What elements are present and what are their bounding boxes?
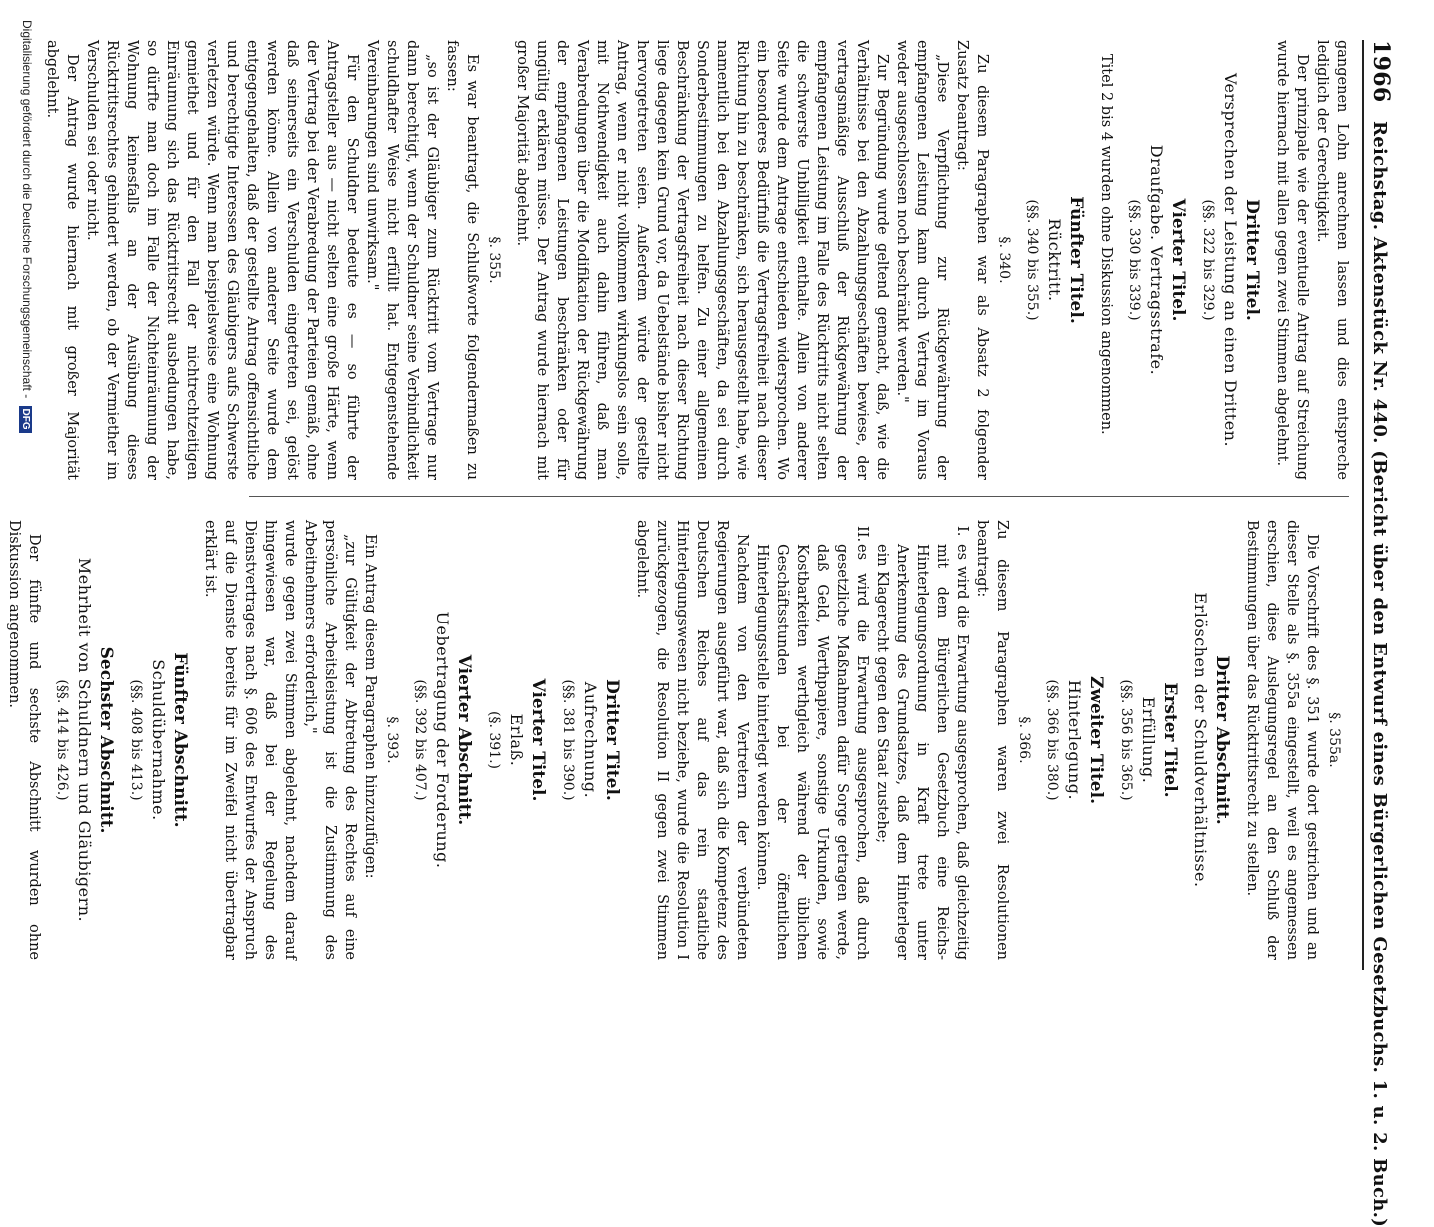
section-range: (§§. 356 bis 365.) xyxy=(1118,679,1134,801)
paragraph: wurde gegen zwei Stimmen abgelehnt, nachdem darauf hingewiesen war, daß bei der Regelung des Dienstvertrages nach §. 606 des Entwurfes der Anspruch auf die Dienste bereits für im Zweifel nicht übertragbar erklärt ist. xyxy=(202,520,298,960)
column-divider xyxy=(249,496,1349,497)
section-subtitle: Aufrechnung. xyxy=(581,681,600,799)
digitization-credit xyxy=(19,20,34,980)
paragraph: Der fünfte und sechste Abschnitt wurden ohne Diskussion angenommen. xyxy=(6,520,42,960)
section-heading: Dritter Abschnitt. xyxy=(1212,655,1232,825)
section-heading: Dritter Titel. xyxy=(602,679,622,801)
section-range: (§§. 366 bis 380.) xyxy=(1044,679,1060,801)
section-range: (§§. 322 bis 329.) xyxy=(1200,199,1216,321)
section-heading: Zweiter Titel. xyxy=(1086,675,1106,804)
section-subtitle: Erfüllung. xyxy=(1139,696,1158,784)
paragraph: Die Vorschrift des §. 351 wurde dort gestrichen und an dieser Stelle als §. 355a eingestellt, weil es angemessen erschien, diese Auslegungsregel an den Schluß der Bestimmungen über das Rücktrittsrecht zu stellen. xyxy=(1244,520,1320,960)
section-heading: Dritter Titel. xyxy=(1242,199,1262,321)
section-subtitle: Mehrheit von Schuldnern und Gläubigern. xyxy=(75,557,94,923)
paragraph-number: §. 355a. xyxy=(1326,712,1342,768)
section-subtitle: Erlöschen der Schuldverhältnisse. xyxy=(1191,592,1210,888)
page-number: 1966 xyxy=(1368,40,1394,103)
section-subtitle: Versprechen der Leistung an einen Dritten. xyxy=(1221,72,1240,448)
list-marker: I. xyxy=(954,526,970,537)
paragraph: Zu diesem Paragraphen waren zwei Resolutionen beantragt: xyxy=(974,520,1010,960)
section-subtitle: Draufgabe. Vertragsstrafe. xyxy=(1147,144,1166,376)
section-heading: Fünfter Titel. xyxy=(1066,196,1086,324)
dfg-logo: DFG xyxy=(19,406,32,433)
list-item-text: es wird die Erwartung ausgesprochen, daß gleichzeitig mit dem Bürgerlichen Gesetzbuch eine Reichs-Hinterlegungsordnung in Kraft trete unter Anerkennung des Grundsatzes, daß dem Hinterleger ein Klagerecht gegen den Staat zustehe; xyxy=(874,544,970,960)
section-subtitle: Erlaß. xyxy=(507,713,526,767)
paragraph-number: §. 355. xyxy=(486,236,502,284)
paragraph: Zur Begründung wurde geltend gemacht, daß, wie die Verhältnisse bei den Abzahlungsgeschäften bewiese, der vertragsmäßige Ausschluß der Rückgewährung der empfangenen Leistung im Falle des Rücktritts nicht selten die schwerste Unbilligkeit enthalte. Allein von anderer Seite wurde dem Antrage entschieden widersprochen. Wo ein besonderes Bedürfniß die Vertragsfreiheit nach dieser Richtung hin zu beschränken, sich herausgestellt habe, wie namentlich bei den Abzahlungsgeschäften, da sei durch Sonderbestimmungen zu helfen. Zu einer allgemeinen Beschränkung der Vertragsfreiheit nach dieser Richtung liege dagegen kein Grund vor, da Uebelstände bisher nicht hervorgetreten seien. Außerdem würde der gestellte Antrag, wenn er nicht vollkommen wirkungslos sein solle, mit Nothwendigkeit auch dahin führen, daß man Verabredungen über die Modifikation der Rückgewährung der empfangenen Leistungen beschränken oder für ungültig erklären müsse. Der Antrag wurde hiernach mit großer Majorität abgelehnt. xyxy=(514,40,890,480)
quote: „zur Gültigkeit der Abtretung des Rechtes auf eine persönliche Arbeitsleistung ist die Zustimmung des Arbeitnehmers erforderlich," xyxy=(302,520,358,960)
paragraph: Ein Antrag diesem Paragraphen hinzuzufügen: xyxy=(362,534,378,879)
running-header xyxy=(1362,40,1394,1227)
section-heading: Sechster Abschnitt. xyxy=(96,646,116,834)
header-title: Reichstag. Aktenstück Nr. 440. (Bericht über den Entwurf eines Bürgerlichen Gesetzbuchs. 1. u. 2. Buch.) xyxy=(1369,121,1390,1227)
section-subtitle: Schuldübernahme. xyxy=(149,659,168,821)
section-range: (§§. 381 bis 390.) xyxy=(560,679,576,801)
quote: „so ist der Gläubiger zum Rücktritt vom Vertrage nur dann berechtigt, wenn der Schuldner seine Verbindlichkeit schuldhafter Weise nicht erfüllt hat. Entgegenstehende Vereinbarungen sind unwirksam." xyxy=(364,40,440,480)
paragraph: Für den Schuldner bedeute es — so führte der Antragsteller aus — nicht selten eine große Härte, wenn der Vertrag bei der Verabredung der Parteien gemäß, ohne daß seinerseits ein Verschulden eingetreten sei, gelöst werden könne. Allein von anderer Seite wurde dem entgegengehalten, daß der gestellte Antrag offensichtliche und berechtigte Interessen des Gläubigers aufs Schwerste verletzen würde. Wenn man beispielsweise eine Wohnung gemiethet und für den Fall der nichtrechtzeitigen Einräumung sich das Rücktrittsrecht ausbedungen habe, so dürfte man doch im Falle der Nichteinräumung der Wohnung keinesfalls an der Ausübung dieses Rücktrittsrechtes gehindert werden, ob der Vermiether im Verschulden sei oder nicht. xyxy=(84,40,360,480)
paragraph: Titel 2 bis 4 wurden ohne Diskussion angenommen. xyxy=(1098,54,1114,435)
paragraph: Der prinzipale wie der eventuelle Antrag auf Streichung wurde hiernach mit allen gegen zwei Stimmen abgelehnt. xyxy=(1274,40,1310,480)
credit-text: Digitalisierung gefördert durch die Deutsche Forschungsgemeinschaft - xyxy=(20,20,34,399)
left-column xyxy=(44,40,1352,480)
section-range: (§. 391.) xyxy=(486,711,502,769)
section-heading: Fünfter Abschnitt. xyxy=(170,652,190,828)
paragraph-number: §. 393. xyxy=(384,716,400,764)
section-heading: Vierter Titel. xyxy=(1168,198,1188,322)
paragraph: Es war beantragt, die Schlußworte folgendermaßen zu fassen: xyxy=(444,40,480,480)
section-subtitle: Hinterlegung. xyxy=(1065,679,1084,801)
section-range: (§§. 330 bis 339.) xyxy=(1126,199,1142,321)
section-range: (§§. 340 bis 355.) xyxy=(1024,199,1040,321)
list-marker: II. xyxy=(854,526,870,543)
resolution-list xyxy=(752,520,972,960)
section-heading: Vierter Titel. xyxy=(528,678,548,802)
list-item xyxy=(752,520,872,960)
section-subtitle: Uebertragung der Forderung. xyxy=(433,611,452,869)
paragraph-number: §. 366. xyxy=(1016,716,1032,764)
section-range: (§§. 408 bis 413.) xyxy=(128,679,144,801)
paragraph-number: §. 340. xyxy=(996,236,1012,284)
section-range: (§§. 414 bis 426.) xyxy=(54,679,70,801)
paragraph: Der Antrag wurde hiernach mit großer Majorität abgelehnt. xyxy=(44,40,80,480)
paragraph: gangenen Lohn anrechnen lassen und dies entspreche lediglich der Gerechtigkeit. xyxy=(1314,40,1350,480)
quote: „Diese Verpflichtung zur Rückgewährung der empfangenen Leistung kann durch Vertrag im Voraus weder ausgeschlossen noch beschränkt werden." xyxy=(894,40,950,480)
section-heading: Vierter Abschnitt. xyxy=(454,654,474,826)
section-heading: Erster Titel. xyxy=(1160,682,1180,798)
paragraph: Zu diesem Paragraphen war als Absatz 2 folgender Zusatz beantragt: xyxy=(954,40,990,480)
list-item-text: es wird die Erwartung ausgesprochen, daß durch gesetzliche Maßnahmen dafür Sorge getragen werde, daß Geld, Werthpapiere, sonstige Urkunden, sowie Kostbarkeiten werthgleich während der üblichen Geschäftsstunden bei der öffentlichen Hinterlegungsstelle hinterlegt werden können. xyxy=(754,544,870,960)
list-item xyxy=(872,520,972,960)
paragraph: Nachdem von den Vertretern der verbündeten Regierungen ausgeführt war, daß sich die Kompetenz des Deutschen Reiches auf das rein staatliche Hinterlegungswesen nicht beziehe, wurde die Resolution I zurückgezogen, die Resolution II gegen zwei Stimmen abgelehnt. xyxy=(634,520,750,960)
right-column xyxy=(6,520,1352,960)
section-subtitle: Rücktritt. xyxy=(1045,218,1064,302)
section-range: (§§. 392 bis 407.) xyxy=(412,679,428,801)
